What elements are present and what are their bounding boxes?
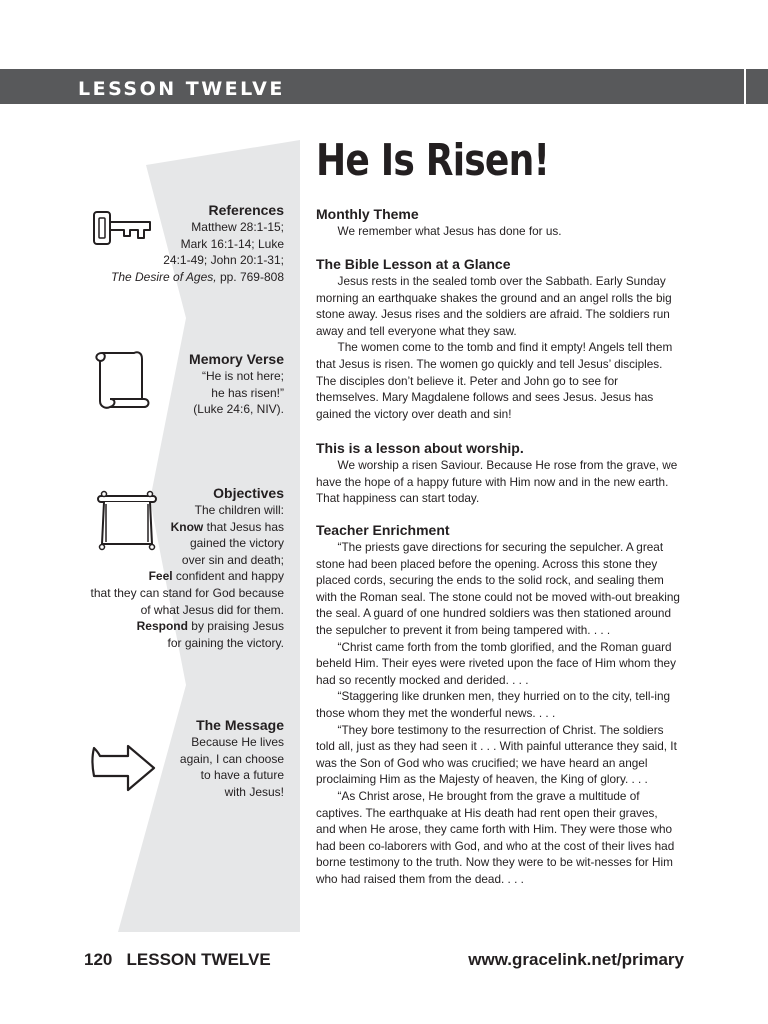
enrichment-paragraph: “The priests gave directions for securing the sepulcher. A great stone had been placed before the opening. Across this stone they placed cords, securing the ends to the solid rock, and sealing them with the Roman seal. The stone could not be moved with-out breaking the seal. A guard of one hundred soldiers was then stationed around the sepulcher to prevent it from being tampered with. . . . — [316, 540, 680, 637]
monthly-theme-text: We remember what Jesus has done for us. — [337, 224, 562, 238]
know-text: that Jesus has — [203, 519, 284, 534]
worship-paragraph: We worship a risen Saviour. Because He rose from the grave, we have the hope of a happy future with Him now and in the new earth. That happiness can start today. — [316, 458, 678, 506]
reference-line: 24:1-49; John 20:1-31; — [163, 253, 284, 268]
lesson-glance-paragraph: The women come to the tomb and find it empty! Angels tell them that Jesus is risen. The women go quickly and tell Jesus’ disciples. The disciples don’t believe it. Peter and John go to see for themselves. Mary Magdalene follows and sees Jesus. Jesus has gained the victory over death and sin! — [316, 340, 673, 421]
objective-line: over sin and death; — [181, 552, 284, 567]
objective-respond — [91, 618, 284, 635]
objective-line: that they can stand for God because — [90, 585, 284, 600]
message-line: Because He lives — [191, 735, 284, 749]
worship-heading: This is a lesson about worship. — [316, 440, 524, 456]
lesson-glance-heading: The Bible Lesson at a Glance — [316, 256, 511, 272]
reference-book-line — [111, 269, 284, 286]
feel-text: confident and happy — [172, 569, 284, 584]
message-line: with Jesus! — [224, 784, 284, 799]
memory-verse-line: (Luke 24:6, NIV). — [193, 402, 284, 417]
feel-keyword: Feel — [148, 569, 173, 584]
worship-section — [316, 439, 688, 507]
scroll-icon — [92, 349, 152, 411]
objective-line: of what Jesus did for them. — [140, 602, 284, 617]
message-heading: The Message — [196, 717, 284, 733]
message-line: again, I can choose — [179, 751, 284, 766]
book-title: The Desire of Ages, — [111, 269, 217, 284]
know-keyword: Know — [170, 519, 204, 534]
objectives-intro: The children will: — [194, 503, 284, 517]
enrichment-paragraph: “Staggering like drunken men, they hurried on to the city, tell-ing those whom they met the wonderful news. . . . — [316, 689, 671, 720]
arrow-right-icon — [90, 742, 158, 794]
objectives-heading: Objectives — [213, 485, 284, 501]
reference-line: Mark 16:1-14; Luke — [180, 236, 284, 251]
monthly-theme-heading: Monthly Theme — [316, 206, 419, 222]
references-block — [111, 201, 284, 285]
respond-keyword: Respond — [136, 619, 188, 634]
teacher-enrichment-section — [316, 521, 688, 887]
objective-line: for gaining the victory. — [167, 635, 284, 650]
objective-line: gained the victory — [189, 536, 284, 551]
enrichment-paragraph: “They bore testimony to the resurrection of Christ. The soldiers told all, just as they had seen it . . . With painful utterance they said, It was the Son of God who was crucified; we have heard an angel proclaiming Him as the Majesty of heaven, the King of glory. . . . — [316, 722, 677, 787]
memory-verse-heading: Memory Verse — [189, 351, 284, 367]
header-bar-tab — [746, 69, 768, 104]
footer-website-link[interactable]: www.gracelink.net/primary — [468, 950, 684, 969]
references-heading: References — [208, 202, 284, 218]
reference-line: Matthew 28:1-15; — [191, 220, 284, 234]
message-line: to have a future — [200, 768, 284, 783]
objective-feel — [91, 568, 284, 585]
teacher-enrichment-heading: Teacher Enrichment — [316, 522, 450, 538]
objectives-block — [91, 484, 284, 651]
page-title: He Is Risen! — [316, 135, 550, 186]
message-block — [180, 716, 284, 800]
lesson-header-title: LESSON TWELVE — [78, 78, 285, 100]
objective-know — [91, 519, 284, 536]
book-pages: pp. 769-808 — [216, 269, 284, 284]
lesson-glance-section — [316, 255, 688, 422]
enrichment-paragraph: “Christ came forth from the tomb glorified, and the Roman guard beheld Him. Their eyes were riveted upon the face of Him whom they had so recently mocked and derided. . . . — [316, 639, 676, 687]
memory-verse-line: he has risen!” — [211, 385, 284, 400]
respond-text: by praising Jesus — [187, 619, 284, 634]
footer-page-label: 120 LESSON TWELVE — [84, 950, 271, 969]
memory-verse-block — [189, 350, 284, 418]
monthly-theme-section — [316, 205, 688, 240]
memory-verse-line: “He is not here; — [201, 369, 284, 383]
lesson-glance-paragraph: Jesus rests in the sealed tomb over the Sabbath. Early Sunday morning an earthquake shakes the ground and an angel rolls the big stone away. Jesus rises and the soldiers are afraid. The soldiers run away and tell everyone what they saw. — [316, 274, 672, 338]
enrichment-paragraph: “As Christ arose, He brought from the grave a multitude of captives. The earthquake at His death had rent open their graves, and when He arose, they came forth with Him. They were those who had been co-laborers with God, and who at the cost of their lives had borne testimony to the truth. Now they were to be wit-nesses for Him who had raised them from the dead. . . . — [316, 788, 675, 886]
